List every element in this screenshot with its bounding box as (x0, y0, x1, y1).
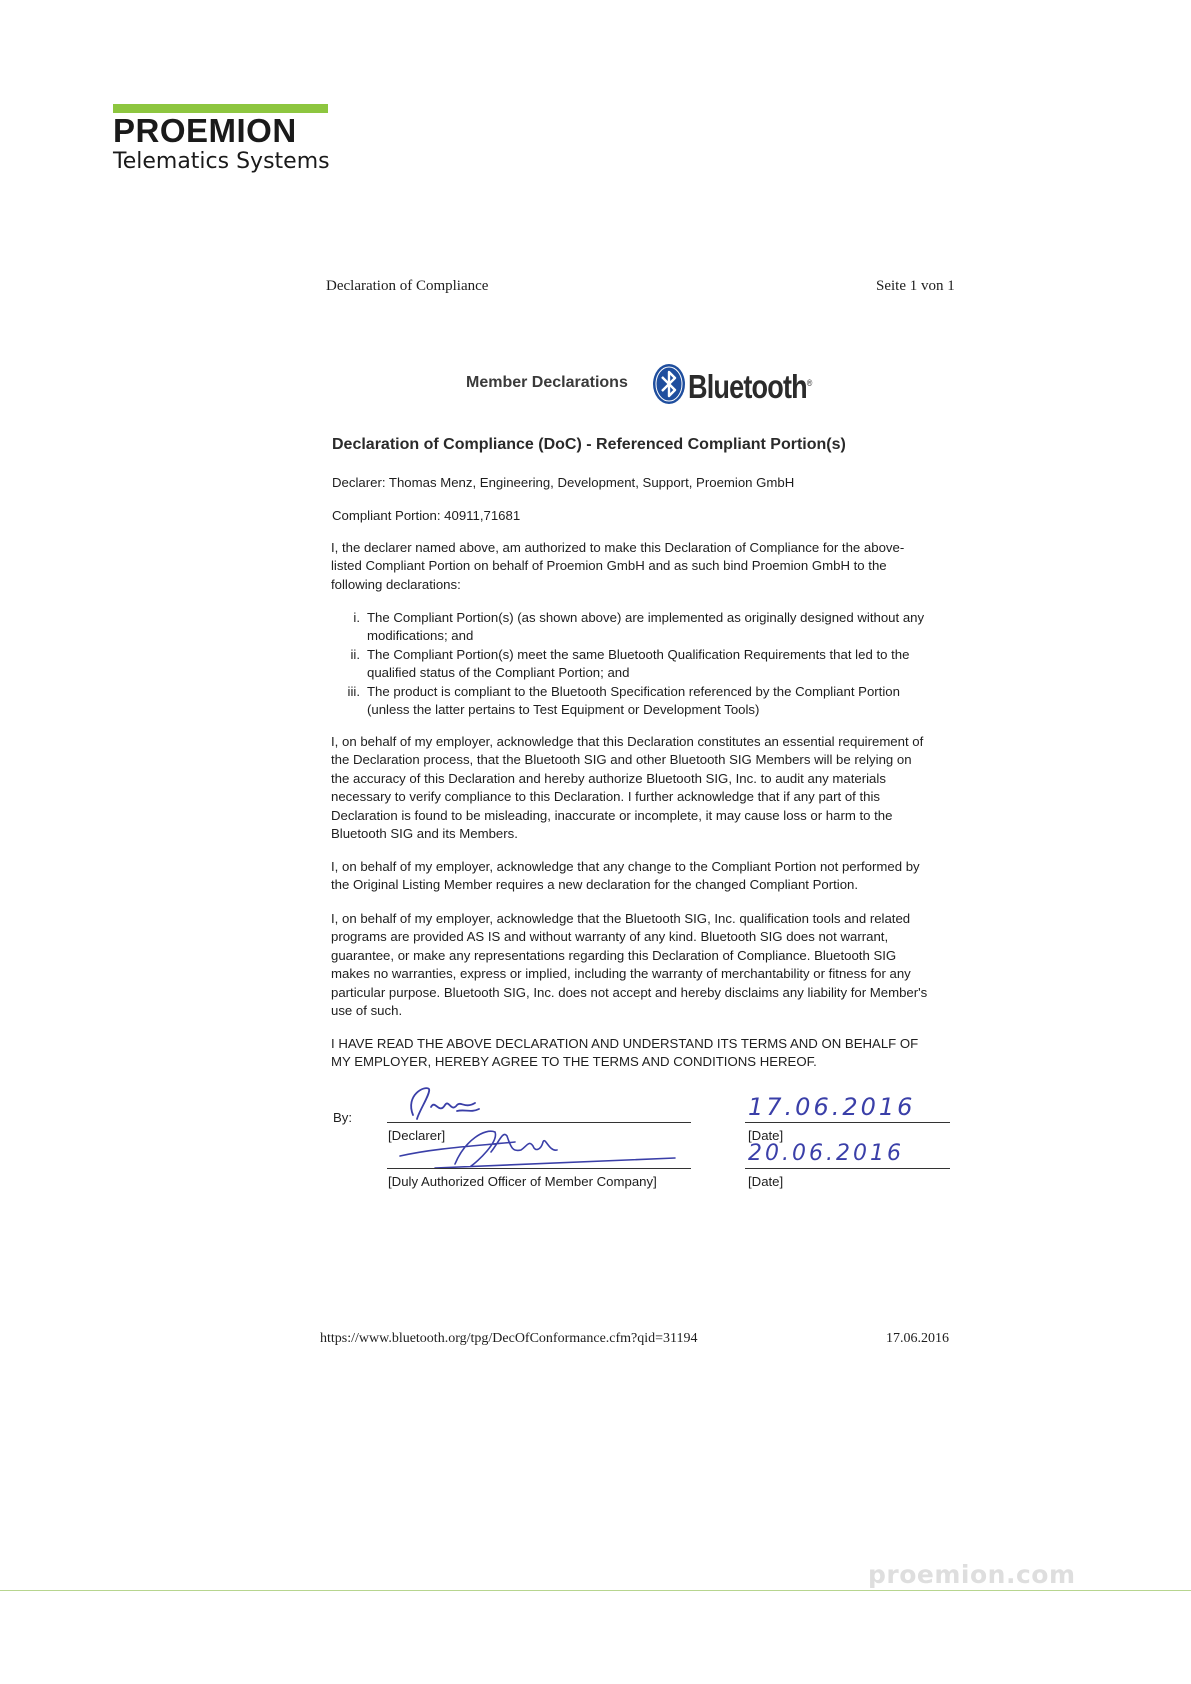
logo-pro: PRO (113, 112, 187, 149)
registered-mark: ® (806, 378, 812, 388)
list-item-line: The Compliant Portion(s) meet the same Bluetooth Qualification Requirements that led to the (367, 647, 910, 662)
paragraph-line: I, on behalf of my employer, acknowledge that any change to the Compliant Portion not performed by (331, 859, 920, 874)
officer-caption: [Duly Authorized Officer of Member Company] (388, 1174, 657, 1189)
officer-signature (395, 1122, 680, 1174)
intro-line: I, the declarer named above, am authorized to make this Declaration of Compliance for the above- (331, 540, 905, 555)
logo-emion: EMION (186, 112, 297, 149)
list-item (367, 609, 962, 646)
doc-title: Declaration of Compliance (DoC) - Referenced Compliant Portion(s) (332, 436, 846, 453)
bluetooth-wordmark (688, 364, 811, 406)
paragraph-line: the Original Listing Member requires a new declaration for the changed Compliant Portion. (331, 877, 859, 893)
list-number: ii. (350, 647, 360, 662)
compliant-portion-line: Compliant Portion: 40911,71681 (332, 508, 521, 523)
header-title: Declaration of Compliance (326, 278, 489, 294)
declarer-line: Declarer: Thomas Menz, Engineering, Development, Support, Proemion GmbH (332, 475, 795, 490)
list-item-line: modifications; and (367, 628, 474, 644)
header-page-number: Seite 1 von 1 (876, 278, 955, 294)
list-item (367, 646, 962, 683)
paragraph-line: guarantee, or make any representations regarding this Declaration of Compliance. Bluetooth SIG (331, 947, 897, 963)
paragraph-line: makes no warranties, express or implied, including the warranty of merchantability or fitness for any (331, 966, 911, 982)
agreement-line: I HAVE READ THE ABOVE DECLARATION AND UNDERSTAND ITS TERMS AND ON BEHALF OF (331, 1036, 919, 1051)
officer-signature-line (387, 1168, 691, 1169)
agreement-statement (331, 1035, 961, 1072)
bluetooth-icon (652, 363, 686, 405)
date-caption-2: [Date] (748, 1174, 784, 1189)
acknowledgement-paragraph-1 (331, 733, 961, 843)
footer-url: https://www.bluetooth.org/tpg/DecOfConformance.cfm?qid=31194 (320, 1331, 698, 1346)
acknowledgement-paragraph-2 (331, 858, 961, 895)
declarer-caption: [Declarer] (388, 1128, 446, 1143)
logo-subtitle: Telematics Systems (113, 149, 330, 174)
paragraph-line: use of such. (331, 1003, 403, 1019)
logo-wordmark (113, 112, 297, 150)
list-number: i. (353, 610, 360, 625)
paragraph-line: I, on behalf of my employer, acknowledge that the Bluetooth SIG, Inc. qualification tools and related (331, 911, 911, 926)
paragraph-line: Declaration is found to be misleading, inaccurate or incomplete, it may cause loss or harm to the (331, 807, 893, 823)
warranty-paragraph (331, 910, 961, 1020)
intro-line: following declarations: (331, 576, 461, 592)
list-item-line: The Compliant Portion(s) (as shown above) are implemented as originally designed without any (367, 610, 925, 625)
list-item-line: (unless the latter pertains to Test Equipment or Development Tools) (367, 702, 760, 718)
bottom-rule (0, 1590, 1191, 1591)
by-label: By: (333, 1110, 353, 1125)
list-item (367, 683, 962, 720)
handwritten-date-1: 17.06.2016 (748, 1093, 916, 1121)
paragraph-line: Bluetooth SIG and its Members. (331, 826, 518, 842)
bluetooth-word: Bluetooth (688, 368, 807, 405)
intro-paragraph (331, 539, 961, 594)
date-line-2 (745, 1168, 950, 1169)
list-item-line: qualified status of the Compliant Portion; and (367, 665, 630, 681)
bluetooth-logo (652, 363, 822, 407)
date-line-1 (745, 1122, 950, 1123)
agreement-line: MY EMPLOYER, HEREBY AGREE TO THE TERMS AND CONDITIONS HEREOF. (331, 1054, 817, 1070)
paragraph-line: the Declaration process, that the Bluetooth SIG and other Bluetooth SIG Members will be relying on (331, 752, 912, 768)
proemion-website-watermark: proemion.com (868, 1560, 1076, 1589)
handwritten-date-2: 20.06.2016 (748, 1141, 904, 1166)
paragraph-line: the accuracy of this Declaration and hereby authorize Bluetooth SIG, Inc. to audit any materials (331, 770, 886, 786)
paragraph-line: programs are provided AS IS and without warranty of any kind. Bluetooth SIG does not warrant, (331, 929, 889, 945)
declarations-list (0, 609, 1191, 724)
member-declarations-label: Member Declarations (466, 374, 628, 391)
intro-line: listed Compliant Portion on behalf of Proemion GmbH and as such bind Proemion GmbH to the (331, 558, 887, 574)
paragraph-line: I, on behalf of my employer, acknowledge that this Declaration constitutes an essential requirement of (331, 734, 924, 749)
declarer-signature (395, 1085, 485, 1125)
proemion-logo (113, 104, 333, 174)
paragraph-line: necessary to verify compliance to this Declaration. I further acknowledge that if any part of this (331, 789, 881, 805)
list-item-line: The product is compliant to the Bluetooth Specification referenced by the Compliant Portion (367, 684, 900, 699)
list-number: iii. (347, 684, 360, 699)
date-caption-1: [Date] (748, 1128, 784, 1143)
paragraph-line: particular purpose. Bluetooth SIG, Inc. does not accept and hereby disclaims any liability for Member's (331, 984, 928, 1000)
footer-date: 17.06.2016 (886, 1331, 949, 1346)
